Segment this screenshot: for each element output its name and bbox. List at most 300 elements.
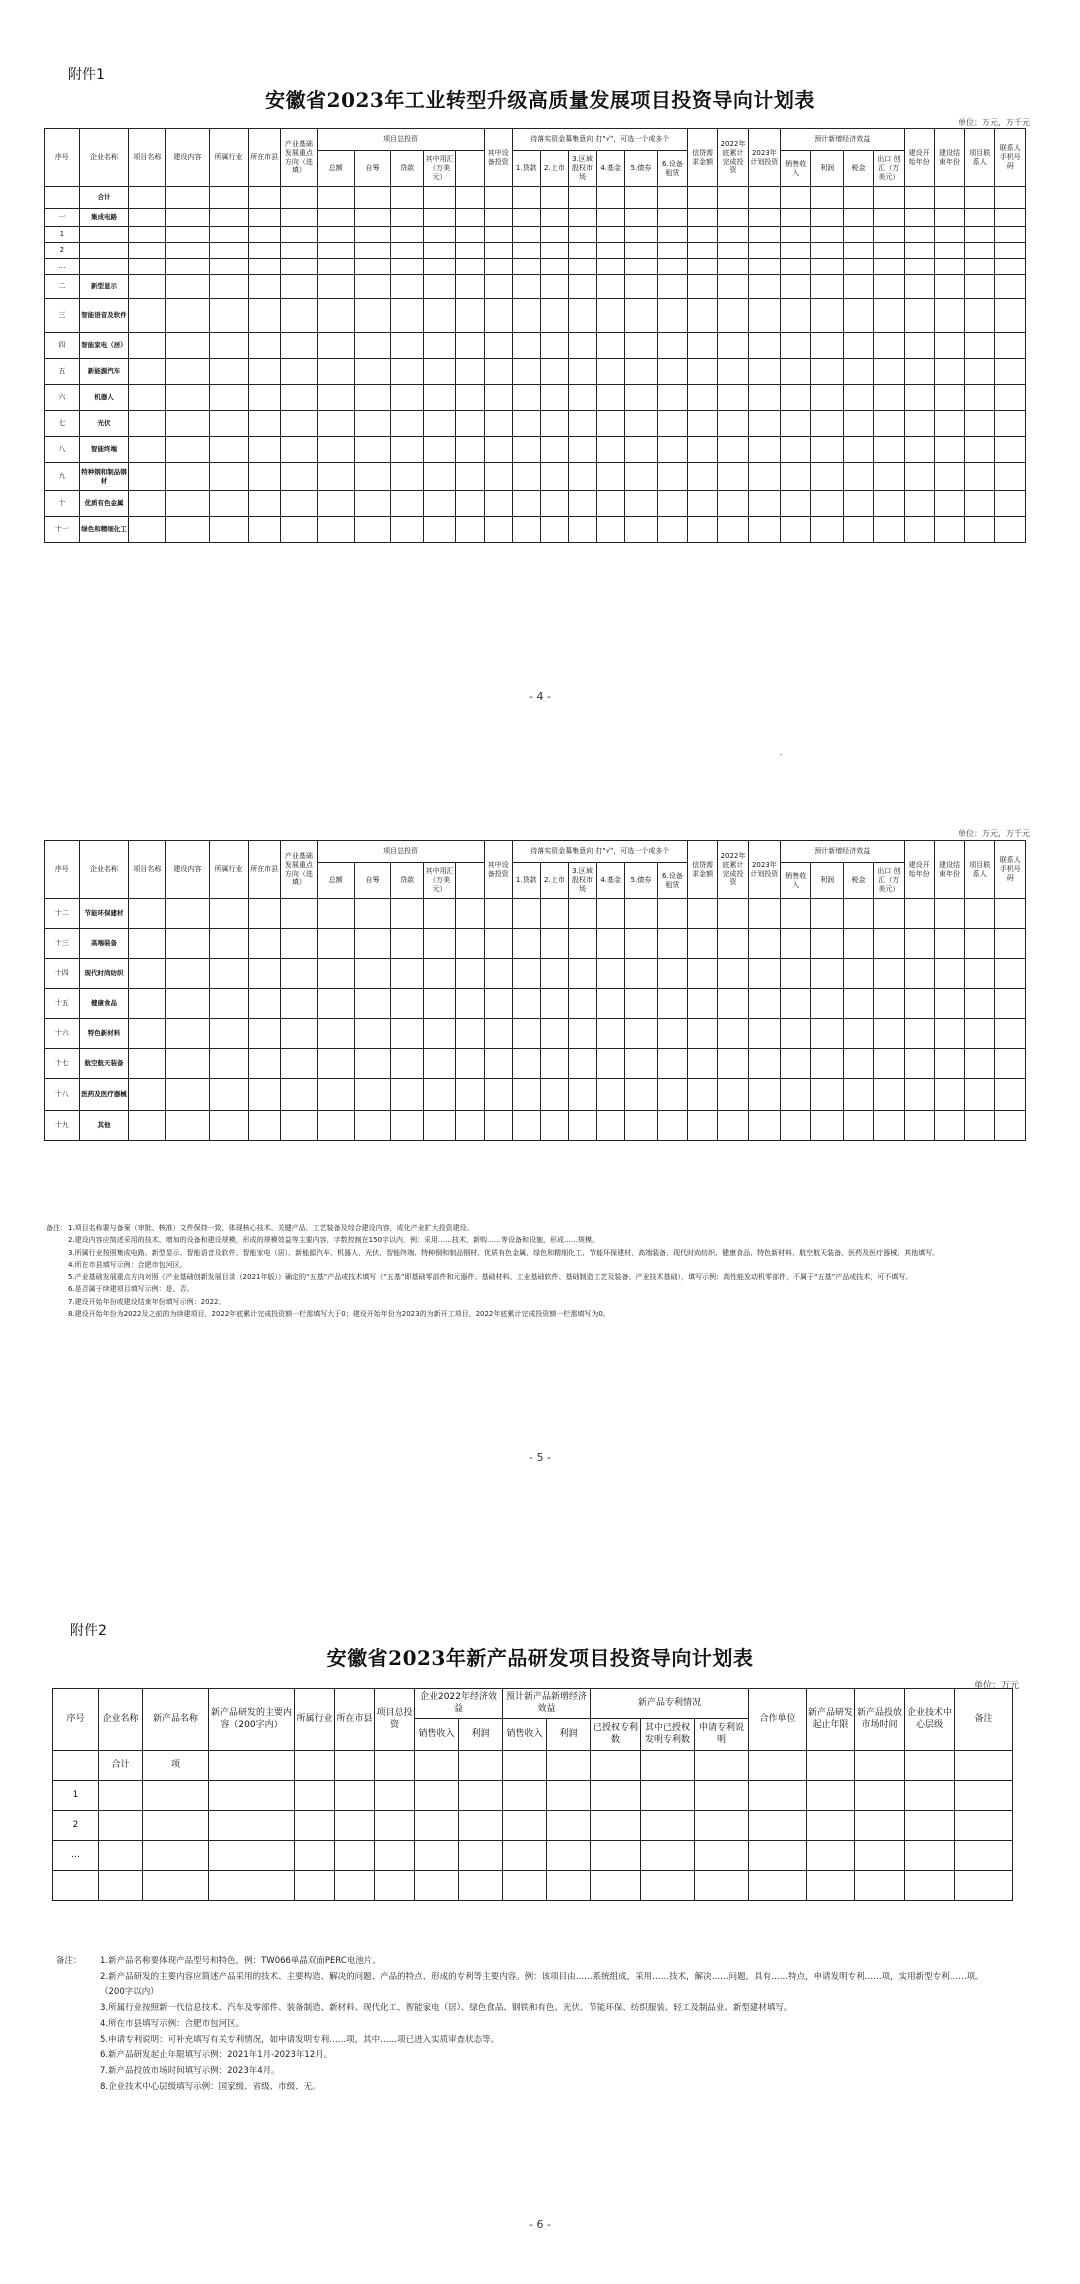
table-cell	[484, 1079, 512, 1111]
table-cell	[688, 491, 718, 517]
table-cell	[456, 989, 484, 1019]
table-cell	[718, 1049, 748, 1079]
table-cell	[484, 989, 512, 1019]
table-cell	[354, 463, 391, 491]
table-cell	[423, 517, 455, 543]
table-cell	[597, 333, 625, 359]
table-cell	[317, 209, 354, 227]
table-cell	[688, 275, 718, 299]
note-item: 6.新产品研发起止年限填写示例：2021年1月-2023年12月。	[100, 2050, 333, 2061]
header-f2: 2.上市	[540, 151, 568, 187]
table-cell	[591, 1781, 641, 1811]
table-cell	[688, 517, 718, 543]
table-cell	[209, 227, 248, 243]
table-cell	[625, 1079, 657, 1111]
table-cell	[248, 333, 280, 359]
table-cell	[995, 517, 1026, 543]
table-cell	[459, 1871, 503, 1901]
table-cell	[625, 227, 657, 243]
unit-label: 单位：万元，万千元	[958, 829, 1030, 838]
table-cell	[625, 299, 657, 333]
table-cell	[625, 989, 657, 1019]
section-name: 其他	[79, 1111, 129, 1141]
header-total: 总额	[317, 151, 354, 187]
table-cell	[688, 187, 718, 209]
header-equipment: 其中设备投资	[484, 841, 512, 899]
table-cell	[591, 1871, 641, 1901]
table-cell	[354, 437, 391, 463]
section-number: 五	[45, 359, 80, 385]
table-cell	[955, 1751, 1013, 1781]
table-cell	[965, 517, 995, 543]
section-row	[45, 1049, 1026, 1079]
table-cell	[456, 411, 484, 437]
table-cell	[748, 259, 780, 275]
page-number: - 4 -	[529, 690, 551, 703]
table-cell	[280, 463, 317, 491]
table-cell	[512, 959, 540, 989]
table-cell	[456, 243, 484, 259]
table-cell	[456, 929, 484, 959]
header-equipment: 其中设备投资	[484, 129, 512, 187]
table-cell	[166, 1079, 209, 1111]
table-cell	[166, 1111, 209, 1141]
table-cell	[597, 1049, 625, 1079]
table-row	[53, 1871, 1013, 1901]
note-item: 5.产业基础发展重点方向对照《产业基础创新发展目录（2021年版）》确定的“五基”产品或技术填写（“五基”即基础零部件和元器件、基础材料、工业基础软件、基础制造工艺及装备、产业技术基础），填写示例：高性能发动机零部件，不属于“五基”产品或技术，可不填写。	[68, 1273, 913, 1281]
header-fx: 其中用汇（万美元）	[423, 863, 455, 899]
table-cell	[209, 491, 248, 517]
table-cell	[540, 929, 568, 959]
table-cell	[934, 1019, 964, 1049]
table-cell	[904, 1019, 934, 1049]
table-cell	[748, 929, 780, 959]
row-number: 1	[53, 1781, 99, 1811]
page-title: 安徽省2023年工业转型升级高质量发展项目投资导向计划表	[265, 88, 815, 112]
table-cell	[995, 491, 1026, 517]
header-cum2022: 2022年底累计完成投资	[718, 129, 748, 187]
table-cell	[209, 1841, 295, 1871]
table-cell	[391, 1049, 423, 1079]
table-cell	[904, 899, 934, 929]
table-cell	[248, 463, 280, 491]
table-cell	[748, 299, 780, 333]
header-sales: 销售收入	[781, 863, 811, 899]
table-cell	[568, 243, 596, 259]
table-cell	[657, 1049, 687, 1079]
header-county: 所在市县	[248, 841, 280, 899]
table-cell	[597, 385, 625, 411]
table-cell	[354, 333, 391, 359]
table-cell	[391, 209, 423, 227]
table-cell	[295, 1841, 335, 1871]
table-cell	[688, 209, 718, 227]
table-cell	[166, 187, 209, 209]
table-cell	[811, 411, 843, 437]
table-cell	[718, 463, 748, 491]
table-cell	[597, 1079, 625, 1111]
table-cell	[53, 1751, 99, 1781]
table-cell	[209, 989, 248, 1019]
header-row	[53, 1689, 1013, 1719]
table-cell	[904, 929, 934, 959]
header-invention: 其中已授权发明专利数	[641, 1719, 695, 1751]
table-cell	[248, 187, 280, 209]
table-cell	[317, 899, 354, 929]
table-cell	[512, 517, 540, 543]
table-cell	[934, 517, 964, 543]
table-cell	[718, 1111, 748, 1141]
table-cell	[280, 227, 317, 243]
table-cell	[625, 463, 657, 491]
table-cell	[625, 899, 657, 929]
table-cell	[811, 299, 843, 333]
table-cell	[280, 491, 317, 517]
table-cell	[248, 437, 280, 463]
table-cell	[166, 209, 209, 227]
table-cell	[811, 275, 843, 299]
table-cell	[484, 1019, 512, 1049]
attachment-label: 附件2	[70, 1623, 107, 1639]
header-sales2: 销售收入	[503, 1719, 547, 1751]
table-cell	[995, 411, 1026, 437]
table-cell	[423, 989, 455, 1019]
table-cell	[484, 227, 512, 243]
table-cell	[335, 1841, 375, 1871]
table-cell	[718, 359, 748, 385]
table-cell	[391, 989, 423, 1019]
table-cell	[718, 491, 748, 517]
table-cell	[855, 1781, 905, 1811]
table-cell	[934, 209, 964, 227]
table-cell	[456, 259, 484, 275]
table-cell	[354, 517, 391, 543]
table-cell	[597, 491, 625, 517]
table-cell	[934, 187, 964, 209]
table-cell	[568, 299, 596, 333]
section-name: 智能终端	[79, 437, 129, 463]
table-row	[53, 1811, 1013, 1841]
table-cell	[568, 259, 596, 275]
table-cell	[995, 243, 1026, 259]
table-cell	[781, 259, 811, 275]
table-cell	[280, 259, 317, 275]
table-cell	[965, 463, 995, 491]
table-cell	[209, 517, 248, 543]
header-start: 建设开始年份	[904, 841, 934, 899]
table-cell	[568, 227, 596, 243]
table-cell	[811, 959, 843, 989]
table-cell	[843, 1049, 873, 1079]
table-cell	[625, 929, 657, 959]
table-cell	[248, 243, 280, 259]
table-cell	[781, 209, 811, 227]
table-cell	[129, 275, 166, 299]
table-cell	[718, 1019, 748, 1049]
table-cell	[904, 209, 934, 227]
section-number: 二	[45, 275, 80, 299]
header-end: 建设结束年份	[934, 129, 964, 187]
table-cell	[423, 243, 455, 259]
header-project-name: 项目名称	[129, 841, 166, 899]
table-cell	[354, 359, 391, 385]
table-cell	[317, 275, 354, 299]
table-cell	[597, 227, 625, 243]
table-cell	[166, 275, 209, 299]
section-row	[45, 227, 1026, 243]
page-title: 安徽省2023年新产品研发项目投资导向计划表	[326, 1646, 754, 1670]
header-export: 出口 创汇（万美元）	[874, 151, 904, 187]
table-cell	[280, 1019, 317, 1049]
table-cell	[423, 463, 455, 491]
section-name: 智能语音及软件	[79, 299, 129, 333]
table-cell	[423, 491, 455, 517]
table-cell	[748, 187, 780, 209]
header-row	[45, 129, 1026, 151]
header-remark: 备注	[955, 1689, 1013, 1751]
section-number: 九	[45, 463, 80, 491]
table-cell	[904, 517, 934, 543]
table-cell	[248, 1049, 280, 1079]
table-cell	[503, 1781, 547, 1811]
header-f6: 6.设备租赁	[657, 863, 687, 899]
table-cell	[423, 1019, 455, 1049]
table-cell	[811, 1111, 843, 1141]
table-cell	[874, 299, 904, 333]
table-cell	[391, 1079, 423, 1111]
table-cell	[874, 1049, 904, 1079]
table-cell	[456, 491, 484, 517]
table-cell	[695, 1841, 749, 1871]
table-cell	[317, 299, 354, 333]
table-cell	[811, 1049, 843, 1079]
section-row	[45, 259, 1026, 275]
table-cell	[317, 1111, 354, 1141]
table-cell	[129, 1049, 166, 1079]
table-cell	[934, 929, 964, 959]
table-cell	[166, 899, 209, 929]
table-cell	[129, 259, 166, 275]
notes-block	[46, 1222, 1006, 1320]
table-cell	[317, 929, 354, 959]
table-cell	[129, 209, 166, 227]
table-cell	[512, 299, 540, 333]
table-cell	[688, 359, 718, 385]
table-cell	[209, 187, 248, 209]
table-cell	[391, 259, 423, 275]
table-cell	[995, 333, 1026, 359]
table-cell	[995, 1079, 1026, 1111]
table-cell	[248, 1111, 280, 1141]
table-cell	[905, 1811, 955, 1841]
table-cell	[657, 463, 687, 491]
table-cell	[688, 437, 718, 463]
table-cell	[512, 333, 540, 359]
table-cell	[166, 1049, 209, 1079]
table-cell	[568, 1111, 596, 1141]
table-cell	[317, 1049, 354, 1079]
table-cell	[748, 1079, 780, 1111]
table-cell	[625, 359, 657, 385]
section-name: 航空航天装备	[79, 1049, 129, 1079]
table-cell	[904, 259, 934, 275]
table-cell	[625, 333, 657, 359]
table-cell	[843, 929, 873, 959]
table-cell	[625, 411, 657, 437]
section-row	[45, 299, 1026, 333]
table-cell	[748, 989, 780, 1019]
table-cell	[484, 959, 512, 989]
table-cell	[718, 411, 748, 437]
table-cell	[317, 259, 354, 275]
table-cell	[688, 227, 718, 243]
section-number: 十九	[45, 1111, 80, 1141]
attachment-label: 附件1	[68, 67, 105, 83]
section-name: 绿色和精细化工	[79, 517, 129, 543]
page-4	[0, 0, 1080, 720]
table-cell	[874, 463, 904, 491]
table-cell	[354, 385, 391, 411]
table-cell	[934, 411, 964, 437]
table-cell	[749, 1811, 807, 1841]
table-cell	[280, 1079, 317, 1111]
header-benefit-group: 预计新增经济效益	[781, 841, 904, 863]
note-item: 8.建设开始年份为2022及之前的为续建项目，2022年底累计完成投资额一栏需填写大于0；建设开始年份为2023的为新开工项目，2022年底累计完成投资额一栏需填写为0。	[68, 1309, 610, 1318]
header-tax: 税金	[843, 863, 873, 899]
table-cell	[781, 959, 811, 989]
table-cell	[995, 463, 1026, 491]
section-number: 一	[45, 209, 80, 227]
header-credit: 信贷需求金额	[688, 129, 718, 187]
table-cell	[166, 491, 209, 517]
table-cell	[934, 959, 964, 989]
table-cell	[459, 1781, 503, 1811]
section-number: …	[45, 259, 80, 275]
table-cell	[905, 1841, 955, 1871]
table-cell	[995, 275, 1026, 299]
table-cell	[597, 899, 625, 929]
table-cell	[934, 243, 964, 259]
section-name: 智能家电（居）	[79, 333, 129, 359]
table-cell	[423, 275, 455, 299]
table-cell	[995, 1019, 1026, 1049]
table-cell	[688, 929, 718, 959]
header-project-name: 项目名称	[129, 129, 166, 187]
section-row	[45, 959, 1026, 989]
table-cell	[568, 209, 596, 227]
table-cell	[855, 1811, 905, 1841]
section-name: 机器人	[79, 385, 129, 411]
table-cell	[540, 899, 568, 929]
table-cell	[166, 989, 209, 1019]
table-cell	[540, 491, 568, 517]
table-cell	[512, 259, 540, 275]
table-cell	[843, 899, 873, 929]
table-cell	[995, 359, 1026, 385]
table-cell	[995, 187, 1026, 209]
table-cell	[540, 517, 568, 543]
table-cell	[512, 385, 540, 411]
table-cell	[317, 227, 354, 243]
table-cell	[843, 491, 873, 517]
table-cell	[568, 359, 596, 385]
table-cell	[748, 385, 780, 411]
table-cell	[209, 1079, 248, 1111]
table-cell	[657, 929, 687, 959]
table-cell	[354, 1079, 391, 1111]
table-cell	[456, 359, 484, 385]
table-cell	[688, 1049, 718, 1079]
header-profit: 利润	[459, 1719, 503, 1751]
table-cell	[540, 1049, 568, 1079]
table-cell	[934, 299, 964, 333]
table-cell	[512, 1079, 540, 1111]
table-cell	[995, 989, 1026, 1019]
table-cell	[423, 1049, 455, 1079]
table-cell	[843, 333, 873, 359]
note-item: 3.所属行业按照新一代信息技术、汽车及零部件、装备制造、新材料、现代化工、智能家电（居）、绿色食品、钢铁和有色、光伏、节能环保、纺织服装、轻工及制品业、新型建材填写。	[100, 2003, 793, 2014]
table-cell	[718, 385, 748, 411]
table-cell	[568, 989, 596, 1019]
table-cell	[129, 1079, 166, 1111]
table-cell	[209, 243, 248, 259]
table-cell	[484, 187, 512, 209]
header-seq: 序号	[45, 129, 80, 187]
table-cell	[209, 1871, 295, 1901]
table-cell	[503, 1751, 547, 1781]
table-cell	[423, 1111, 455, 1141]
table-cell	[375, 1841, 415, 1871]
header-total: 总额	[317, 863, 354, 899]
table-cell	[811, 259, 843, 275]
table-cell	[295, 1781, 335, 1811]
table-cell	[718, 1079, 748, 1111]
table-cell	[934, 1079, 964, 1111]
table-cell	[512, 227, 540, 243]
table-cell	[688, 411, 718, 437]
table-cell	[99, 1811, 143, 1841]
table-cell	[995, 959, 1026, 989]
table-cell	[456, 209, 484, 227]
table-cell	[995, 299, 1026, 333]
header-company: 企业名称	[79, 129, 129, 187]
notes-label: 备注：	[56, 1956, 82, 1966]
table-cell	[965, 899, 995, 929]
table-cell	[718, 437, 748, 463]
table-cell	[540, 959, 568, 989]
table-cell	[129, 187, 166, 209]
table-cell	[166, 359, 209, 385]
header-content: 建设内容	[166, 129, 209, 187]
table-cell	[456, 463, 484, 491]
table-cell	[965, 243, 995, 259]
table-cell	[695, 1811, 749, 1841]
table-cell	[512, 243, 540, 259]
table-cell	[718, 209, 748, 227]
table-cell	[391, 333, 423, 359]
table-cell	[568, 929, 596, 959]
header-total-invest: 项目总投资	[375, 1689, 415, 1751]
table-cell	[749, 1781, 807, 1811]
table-cell	[568, 1079, 596, 1111]
table-cell	[597, 411, 625, 437]
table-cell	[748, 227, 780, 243]
table-cell	[781, 299, 811, 333]
table-cell	[811, 989, 843, 1019]
table-cell	[807, 1841, 855, 1871]
table-cell	[568, 491, 596, 517]
section-name	[79, 243, 129, 259]
